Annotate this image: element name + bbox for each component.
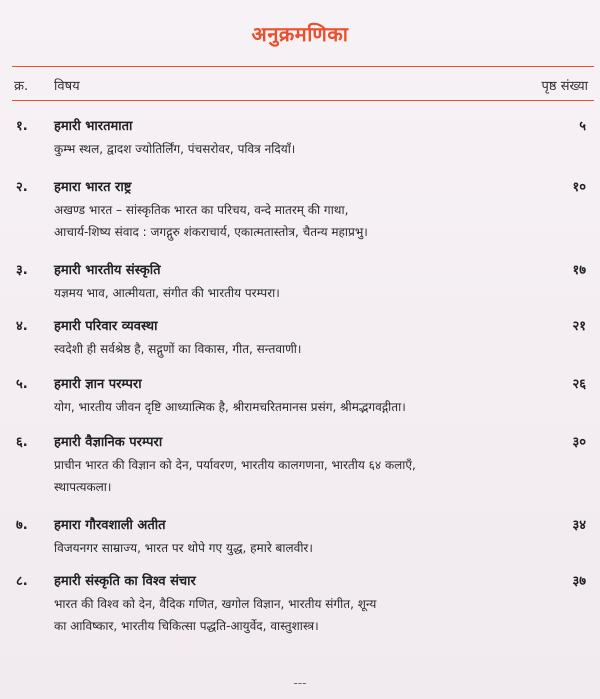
entry-description	[54, 199, 564, 243]
header-page-label: पृष्ठ संख्या	[541, 79, 588, 94]
entry-page-number: १०	[572, 180, 586, 195]
entry-title: हमारी भारतीय संस्कृति	[54, 263, 161, 278]
entry-description-line: भारत की विश्व को देन, वैदिक गणित, खगोल विज्ञान, भारतीय संगीत, शून्य	[54, 597, 377, 611]
entry-description-line: विजयनगर साम्राज्य, भारत पर थोपे गए युद्ध, हमारे बालवीर।	[54, 541, 313, 555]
entry-description-line: स्वदेशी ही सर्वश्रेष्ठ है, सद्गुणों का विकास, गीत, सन्तवाणी।	[54, 342, 302, 356]
entry-number: ८.	[16, 574, 28, 589]
entry-page-number: ३४	[572, 518, 586, 533]
entry-description-line: आचार्य-शिष्य संवाद : जगद्गुरु शंकराचार्य, एकात्मतास्तोत्र, चैतन्य महाप्रभु।	[54, 225, 368, 239]
header-bottom-rule	[12, 100, 594, 101]
entry-title: हमारी ज्ञान परम्परा	[54, 377, 142, 392]
entry-page-number: २६	[572, 377, 586, 392]
header-subject-label: विषय	[54, 79, 80, 94]
entry-description	[54, 138, 564, 160]
entry-page-number: ५	[579, 119, 586, 134]
entry-description-line: यज्ञमय भाव, आत्मीयता, संगीत की भारतीय परम्परा।	[54, 286, 280, 300]
entry-description-line: प्राचीन भारत की विज्ञान को देन, पर्यावरण, भारतीय कालगणना, भारतीय ६४ कलाएँ,	[54, 458, 416, 472]
entry-description	[54, 537, 564, 559]
entry-number: ७.	[16, 518, 28, 533]
entry-title: हमारा भारत राष्ट्र	[54, 180, 132, 195]
page-title: अनुक्रमणिका	[251, 22, 349, 46]
entry-page-number: १७	[572, 263, 586, 278]
entry-number: ३.	[16, 263, 28, 278]
entry-number: ५.	[16, 377, 28, 392]
entry-title: हमारा गौरवशाली अतीत	[54, 518, 166, 533]
entry-description	[54, 454, 564, 498]
header-top-rule	[12, 66, 594, 67]
entry-number: ४.	[16, 319, 28, 334]
entry-page-number: ३०	[572, 435, 586, 450]
entry-page-number: २१	[572, 319, 586, 334]
entry-number: २.	[16, 180, 28, 195]
entry-description-line: कुम्भ स्थल, द्वादश ज्योतिर्लिंग, पंचसरोवर, पवित्र नदियाँ।	[54, 142, 296, 156]
entry-description-line: का आविष्कार, भारतीय चिकित्सा पद्धति-आयुर्वेद, वास्तुशास्त्र।	[54, 619, 319, 633]
entry-page-number: ३७	[572, 574, 586, 589]
entry-description	[54, 396, 564, 418]
entry-description	[54, 282, 564, 304]
entry-description-line: अखण्ड भारत – सांस्कृतिक भारत का परिचय, वन्दे मातरम् की गाथा,	[54, 203, 349, 217]
entry-number: १.	[16, 119, 28, 134]
page-footer-mark: ---	[293, 676, 307, 690]
entry-description-line: स्थापत्यकला।	[54, 480, 112, 494]
entry-description	[54, 338, 564, 360]
entry-number: ६.	[16, 435, 28, 450]
entry-description-line: योग, भारतीय जीवन दृष्टि आध्यात्मिक है, श्रीरामचरितमानस प्रसंग, श्रीमद्भगवद्गीता।	[54, 400, 406, 414]
entry-title: हमारी संस्कृति का विश्व संचार	[54, 574, 196, 589]
header-serial-label: क्र.	[14, 79, 29, 94]
entry-description	[54, 593, 564, 637]
entry-title: हमारी परिवार व्यवस्था	[54, 319, 158, 334]
entry-title: हमारी भारतमाता	[54, 119, 133, 134]
entry-title: हमारी वैज्ञानिक परम्परा	[54, 435, 163, 450]
